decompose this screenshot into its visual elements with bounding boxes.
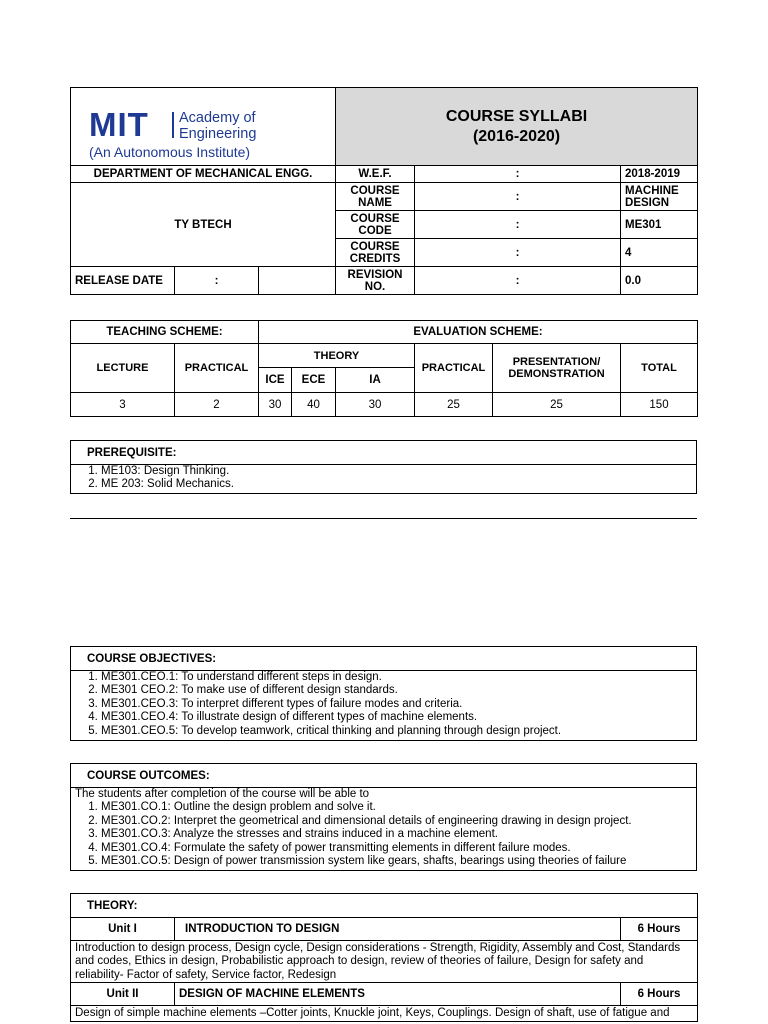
unit-title: INTRODUCTION TO DESIGN xyxy=(175,918,621,941)
release-date-value xyxy=(259,267,336,295)
unit-hours: 6 Hours xyxy=(621,918,698,941)
prerequisite-table xyxy=(70,440,697,494)
course-credits-value: 4 xyxy=(621,239,698,267)
colon: : xyxy=(415,267,621,295)
outcomes-list xyxy=(75,801,692,868)
unit-content: Design of simple machine elements –Cotter joints, Knuckle joint, Keys, Couplings. Design of shaft, use of fatigue and xyxy=(71,1006,698,1021)
practical-value: 2 xyxy=(175,393,259,417)
ice-header: ICE xyxy=(259,368,292,393)
list-item: 2. ME301 CEO.2: To make use of different design standards. xyxy=(101,684,692,697)
institute-logo xyxy=(89,108,289,160)
course-code-label: COURSE CODE xyxy=(336,211,415,239)
course-credits-label: COURSE CREDITS xyxy=(336,239,415,267)
total-value: 150 xyxy=(621,393,698,417)
course-name-label: COURSE NAME xyxy=(336,183,415,211)
program-name: TY BTECH xyxy=(71,183,336,267)
colon: : xyxy=(175,267,259,295)
list-item: 4. ME301.CO.4: Formulate the safety of power transmitting elements in different failure modes. xyxy=(101,842,692,855)
colon: : xyxy=(415,183,621,211)
outcomes-label: COURSE OUTCOMES: xyxy=(71,764,697,788)
unit-number: Unit II xyxy=(71,983,175,1006)
objectives-table xyxy=(70,646,697,741)
colon: : xyxy=(415,211,621,239)
list-item: 1. ME103: Design Thinking. xyxy=(101,465,692,478)
teaching-scheme-label: TEACHING SCHEME: xyxy=(71,321,259,344)
ice-value: 30 xyxy=(259,393,292,417)
course-name-value: MACHINE DESIGN xyxy=(621,183,698,211)
presentation-header: PRESENTATION/ DEMONSTRATION xyxy=(493,344,621,393)
list-item: 5. ME301.CO.5: Design of power transmission system like gears, shafts, bearings using theories of failure xyxy=(101,855,692,868)
prerequisite-label: PREREQUISITE: xyxy=(71,441,697,465)
list-item: 3. ME301.CO.3: Analyze the stresses and strains induced in a machine element. xyxy=(101,828,692,841)
unit-content: Introduction to design process, Design cycle, Design considerations - Strength, Rigidity, Assembly and Cost, Standards and codes, Ethics in design, Probabilistic approach to design, review of theories of failure, Design for safety and reliability- Factor of safety, Service factor, Redesign xyxy=(71,941,698,983)
section-divider xyxy=(70,518,697,519)
list-item: 5. ME301.CEO.5: To develop teamwork, critical thinking and planning through design project. xyxy=(101,725,692,738)
syllabus-years: (2016-2020) xyxy=(472,127,561,145)
theory-table xyxy=(70,893,698,1022)
list-item: 1. ME301.CO.1: Outline the design problem and solve it. xyxy=(101,801,692,814)
colon: : xyxy=(415,239,621,267)
unit-title: DESIGN OF MACHINE ELEMENTS xyxy=(175,983,621,1006)
ia-value: 30 xyxy=(336,393,415,417)
evaluation-scheme-label: EVALUATION SCHEME: xyxy=(259,321,698,344)
ece-value: 40 xyxy=(292,393,336,417)
list-item: 3. ME301.CEO.3: To interpret different types of failure modes and criteria. xyxy=(101,698,692,711)
release-date-label: RELEASE DATE xyxy=(71,267,175,295)
eval-practical-header: PRACTICAL xyxy=(415,344,493,393)
outcomes-table xyxy=(70,763,697,871)
revision-label: REVISION NO. xyxy=(336,267,415,295)
revision-value: 0.0 xyxy=(621,267,698,295)
scheme-table xyxy=(70,320,698,417)
logo-mit-text: MIT xyxy=(89,106,149,143)
wef-value: 2018-2019 xyxy=(621,166,698,183)
outcomes-intro: The students after completion of the course will be able to xyxy=(75,788,370,800)
course-code-value: ME301 xyxy=(621,211,698,239)
theory-header: THEORY xyxy=(259,344,415,368)
objectives-label: COURSE OBJECTIVES: xyxy=(71,647,697,671)
prerequisite-list-cell xyxy=(71,465,697,494)
logo-divider xyxy=(172,112,174,138)
institute-logo-cell xyxy=(71,88,336,166)
presentation-value: 25 xyxy=(493,393,621,417)
list-item: 2. ME 203: Solid Mechanics. xyxy=(101,478,692,491)
ece-header: ECE xyxy=(292,368,336,393)
theory-label: THEORY: xyxy=(71,894,698,918)
logo-academy-text: Academy of Engineering xyxy=(179,110,257,142)
lecture-value: 3 xyxy=(71,393,175,417)
list-item: 2. ME301.CO.2: Interpret the geometrical and dimensional details of engineering drawing in design project. xyxy=(101,815,692,828)
lecture-header: LECTURE xyxy=(71,344,175,393)
colon: : xyxy=(415,166,621,183)
objectives-list xyxy=(71,671,692,738)
page-title: COURSE SYLLABI xyxy=(445,107,588,125)
list-item: 1. ME301.CEO.1: To understand different steps in design. xyxy=(101,671,692,684)
wef-label: W.E.F. xyxy=(336,166,415,183)
practical-header: PRACTICAL xyxy=(175,344,259,393)
outcomes-list-cell xyxy=(71,788,697,871)
logo-subtitle: (An Autonomous Institute) xyxy=(89,144,251,160)
total-header: TOTAL xyxy=(621,344,698,393)
unit-hours: 6 Hours xyxy=(621,983,698,1006)
objectives-list-cell xyxy=(71,671,697,741)
list-item: 4. ME301.CEO.4: To illustrate design of different types of machine elements. xyxy=(101,711,692,724)
department-name: DEPARTMENT OF MECHANICAL ENGG. xyxy=(71,166,336,183)
course-header-table xyxy=(70,87,698,295)
ia-header: IA xyxy=(336,368,415,393)
unit-number: Unit I xyxy=(71,918,175,941)
syllabus-title-cell xyxy=(336,88,698,166)
prerequisite-list xyxy=(71,465,692,492)
eval-practical-value: 25 xyxy=(415,393,493,417)
